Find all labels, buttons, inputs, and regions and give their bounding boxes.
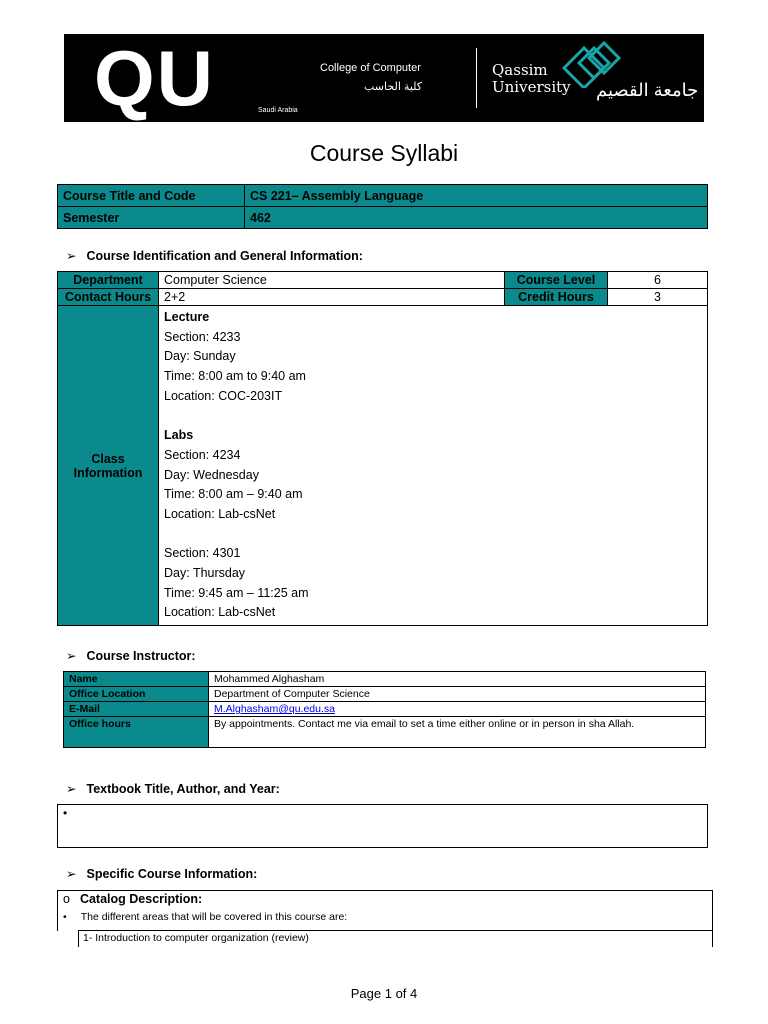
course-title-value: CS 221– Assembly Language: [245, 185, 708, 207]
class-info-line: Labs: [164, 428, 194, 443]
catalog-item: 1- Introduction to computer organization (review): [83, 932, 309, 944]
class-info-line: Time: 8:00 am – 9:40 am: [164, 487, 303, 502]
section-identification-heading: ➢ Course Identification and General Information:: [66, 249, 363, 263]
class-info-line: Day: Thursday: [164, 565, 246, 580]
course-title-label: Course Title and Code: [58, 185, 245, 207]
credit-hours-value: 3: [608, 289, 708, 306]
college-name-ar: كلية الحاسب: [364, 81, 423, 93]
catalog-intro: • The different areas that will be covered in this course are:: [63, 911, 348, 923]
class-info-line: Day: Sunday: [164, 349, 236, 364]
class-info-line: Section: 4233: [164, 329, 241, 344]
country-label: Saudi Arabia: [258, 107, 298, 114]
textbook-bullet: •: [63, 806, 68, 820]
semester-value: 462: [245, 207, 708, 229]
class-info-line: Time: 8:00 am to 9:40 am: [164, 369, 306, 384]
class-information-value: [159, 306, 708, 626]
office-hours-label: Office hours: [64, 717, 209, 748]
office-hours-value: By appointments. Contact me via email to set a time either online or in person in sha Allah.: [209, 717, 706, 748]
arrow-bullet-icon: ➢: [66, 249, 77, 263]
class-info-line: Lecture: [164, 310, 210, 324]
credit-hours-label: Credit Hours: [505, 289, 608, 306]
arrow-bullet-icon: ➢: [66, 867, 77, 881]
header-banner: [64, 34, 704, 122]
catalog-title: o Catalog Description:: [63, 892, 203, 906]
office-location-label: Office Location: [64, 687, 209, 702]
contact-hours-value: 2+2: [159, 289, 505, 306]
office-location-value: Department of Computer Science: [209, 687, 706, 702]
page-title: Course Syllabi: [309, 140, 459, 166]
class-info-line: Day: Wednesday: [164, 467, 259, 482]
page-footer: Page 1 of 4: [350, 986, 418, 1001]
department-value: Computer Science: [159, 272, 505, 289]
email-label: E-Mail: [64, 702, 209, 717]
class-information-label: Class Information: [58, 306, 159, 626]
class-info-line: Section: 4301: [164, 546, 241, 561]
class-info-line: [164, 525, 702, 545]
arrow-bullet-icon: ➢: [66, 782, 77, 796]
course-level-value: 6: [608, 272, 708, 289]
semester-label: Semester: [58, 207, 245, 229]
university-name-ar: جامعة القصيم: [596, 80, 699, 100]
contact-hours-label: Contact Hours: [58, 289, 159, 306]
class-info-line: Section: 4234: [164, 447, 241, 462]
class-info-line: Location: Lab-csNet: [164, 506, 276, 521]
header-divider: [476, 48, 477, 108]
college-name-en: College of Computer: [320, 62, 421, 74]
section-textbook-heading: ➢ Textbook Title, Author, and Year:: [66, 782, 280, 796]
qu-logo: QU: [94, 34, 215, 122]
class-info-line: Location: Lab-csNet: [164, 605, 276, 620]
circle-bullet-icon: o: [63, 892, 70, 906]
class-info-line: [164, 406, 702, 426]
instructor-name-label: Name: [64, 672, 209, 687]
instructor-name-value: Mohammed Alghasham: [209, 672, 706, 687]
class-info-line: Location: COC-203IT: [164, 388, 283, 403]
email-link[interactable]: M.Alghasham@qu.edu.sa: [214, 703, 335, 715]
section-specific-heading: ➢ Specific Course Information:: [66, 867, 258, 881]
section-instructor-heading: ➢ Course Instructor:: [66, 649, 196, 663]
catalog-bullet: •: [63, 911, 67, 923]
instructor-table: [63, 671, 706, 748]
course-level-label: Course Level: [505, 272, 608, 289]
arrow-bullet-icon: ➢: [66, 649, 77, 663]
course-identification-table: [57, 271, 708, 626]
university-name-en: Qassim University: [492, 61, 571, 96]
textbook-box: [57, 804, 708, 848]
course-title-table: [57, 184, 708, 229]
class-info-line: Time: 9:45 am – 11:25 am: [164, 585, 309, 600]
department-label: Department: [58, 272, 159, 289]
